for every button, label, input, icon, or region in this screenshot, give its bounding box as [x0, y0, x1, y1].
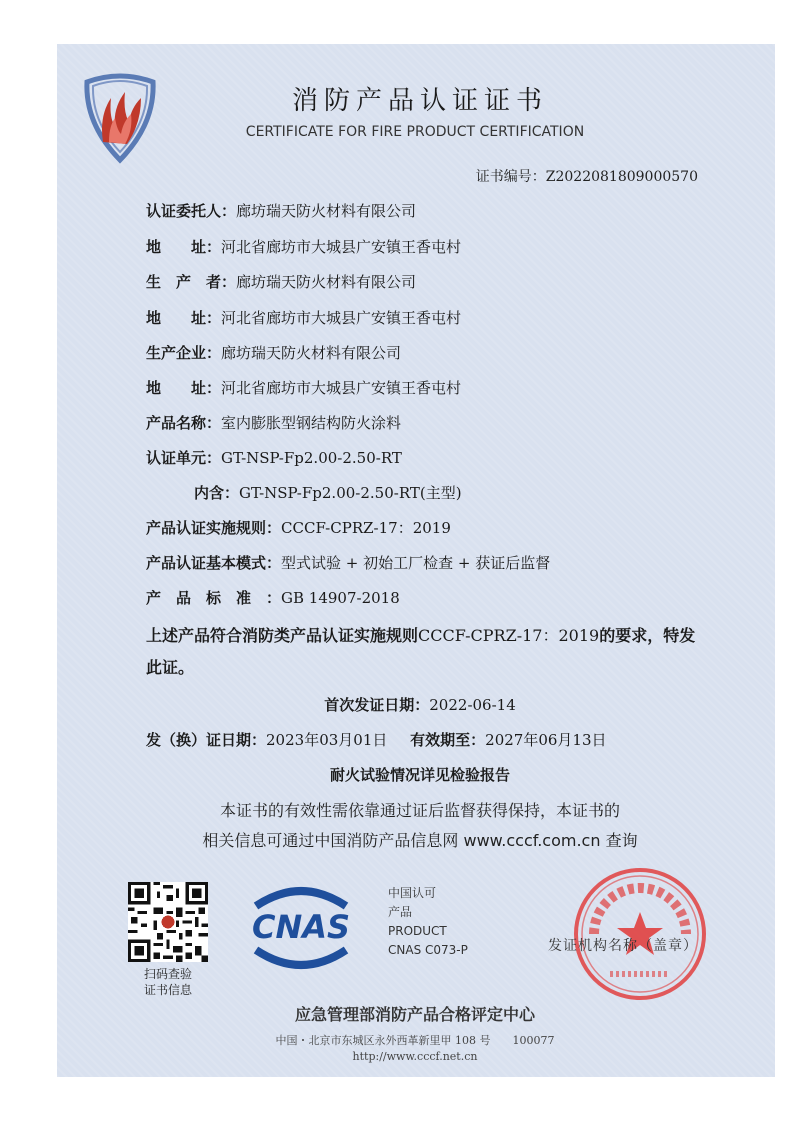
- qr-caption: [128, 966, 208, 998]
- field-label: 生产企业：: [146, 344, 222, 362]
- qr-caption-line1: 扫码查验: [143, 967, 192, 981]
- certificate-title-english: CERTIFICATE FOR FIRE PRODUCT CERTIFICATION: [245, 124, 585, 140]
- cnas-logo-text: CNAS: [251, 908, 351, 946]
- cnas-line1: 中国认可: [388, 886, 437, 900]
- cnas-logo-icon: [236, 878, 366, 978]
- fire-test-note: 耐火试验情况详见检验报告: [329, 766, 510, 784]
- fire-shield-logo-icon: [81, 64, 159, 166]
- field-value: GT-NSP-Fp2.00-2.50-RT: [221, 449, 402, 467]
- field-product-name: [146, 412, 401, 433]
- valid-until-label: 有效期至：: [410, 731, 486, 749]
- field-value: 室内膨胀型钢结构防火涂料: [221, 414, 402, 432]
- field-label: 生 产 者：: [146, 273, 237, 291]
- issue-date-label: 发（换）证日期：: [146, 731, 267, 749]
- certificate-number: [440, 166, 698, 186]
- issue-dates: [146, 729, 607, 750]
- field-label: 产品认证基本模式：: [146, 554, 282, 572]
- field-value: 廊坊瑞天防火材料有限公司: [236, 202, 417, 220]
- first-issue-label: 首次发证日期：: [324, 696, 430, 714]
- field-cert-unit: [146, 447, 402, 468]
- official-seal-icon: [570, 864, 710, 1004]
- field-label: 认证单元：: [146, 449, 222, 467]
- validity-notice-line2: 相关信息可通过中国消防产品信息网 www.cccf.com.cn 查询: [202, 831, 638, 850]
- field-value: 河北省廊坊市大城县广安镇王香屯村: [221, 238, 462, 256]
- field-label: 地 址：: [146, 379, 222, 397]
- field-label: 产品名称：: [146, 414, 222, 432]
- conclusion-rule: CCCF-CPRZ-17：2019: [418, 626, 600, 645]
- issuing-organization: 应急管理部消防产品合格评定中心: [294, 1005, 535, 1024]
- field-product-standard: [146, 587, 400, 608]
- field-cert-mode: [146, 552, 550, 573]
- issue-date-value: 2023年03月01日: [266, 731, 388, 749]
- field-value: 廊坊瑞天防火材料有限公司: [236, 273, 417, 291]
- cnas-line4: CNAS C073-P: [388, 943, 468, 957]
- conclusion-text-end: 的要求，特发此证。: [146, 626, 696, 677]
- qr-code-icon[interactable]: [128, 882, 208, 962]
- field-label: 地 址：: [146, 238, 222, 256]
- field-producer-address: [146, 307, 461, 328]
- field-value: GT-NSP-Fp2.00-2.50-RT(主型): [239, 484, 462, 502]
- field-value: CCCF-CPRZ-17：2019: [281, 519, 451, 537]
- cnas-accreditation-text: [388, 884, 468, 960]
- issuer-website[interactable]: http://www.cccf.net.cn: [352, 1050, 478, 1063]
- field-label: 地 址：: [146, 309, 222, 327]
- valid-until-value: 2027年06月13日: [485, 731, 607, 749]
- field-value: GB 14907-2018: [281, 589, 400, 607]
- first-issue-value: 2022-06-14: [429, 696, 516, 714]
- certificate-number-value: Z2022081809000570: [545, 169, 698, 185]
- field-client-address: [146, 236, 461, 257]
- field-client: [146, 200, 416, 221]
- conclusion-text: 上述产品符合消防类产品认证实施规则: [146, 626, 419, 645]
- field-producer: [146, 271, 416, 292]
- field-label: 内含：: [194, 484, 240, 502]
- issuer-address: 中国・北京市东城区永外西革新里甲 108 号 100077: [275, 1034, 555, 1047]
- field-value: 型式试验 + 初始工厂检查 + 获证后监督: [281, 554, 551, 572]
- field-contains: [194, 482, 462, 503]
- certificate-title: 消防产品认证证书: [291, 86, 548, 116]
- first-issue-date: [80, 694, 760, 715]
- field-label: 认证委托人：: [146, 202, 237, 220]
- validity-notice-line1: 本证书的有效性需依靠通过证后监督获得保持，本证书的: [219, 801, 620, 820]
- field-label: 产品认证实施规则：: [146, 519, 282, 537]
- seal-caption: 发证机构名称（盖章）: [548, 938, 698, 954]
- field-label: 产 品 标 准 ：: [146, 589, 282, 607]
- certification-conclusion: [146, 620, 706, 684]
- field-value: 廊坊瑞天防火材料有限公司: [221, 344, 402, 362]
- qr-caption-line2: 证书信息: [143, 983, 192, 997]
- certificate-number-label: 证书编号：: [475, 169, 546, 185]
- cnas-line2: 产品: [388, 905, 413, 919]
- field-value: 河北省廊坊市大城县广安镇王香屯村: [221, 309, 462, 327]
- field-cert-rule: [146, 517, 451, 538]
- field-value: 河北省廊坊市大城县广安镇王香屯村: [221, 379, 462, 397]
- field-factory-address: [146, 377, 461, 398]
- cnas-line3: PRODUCT: [388, 924, 447, 938]
- field-factory: [146, 342, 401, 363]
